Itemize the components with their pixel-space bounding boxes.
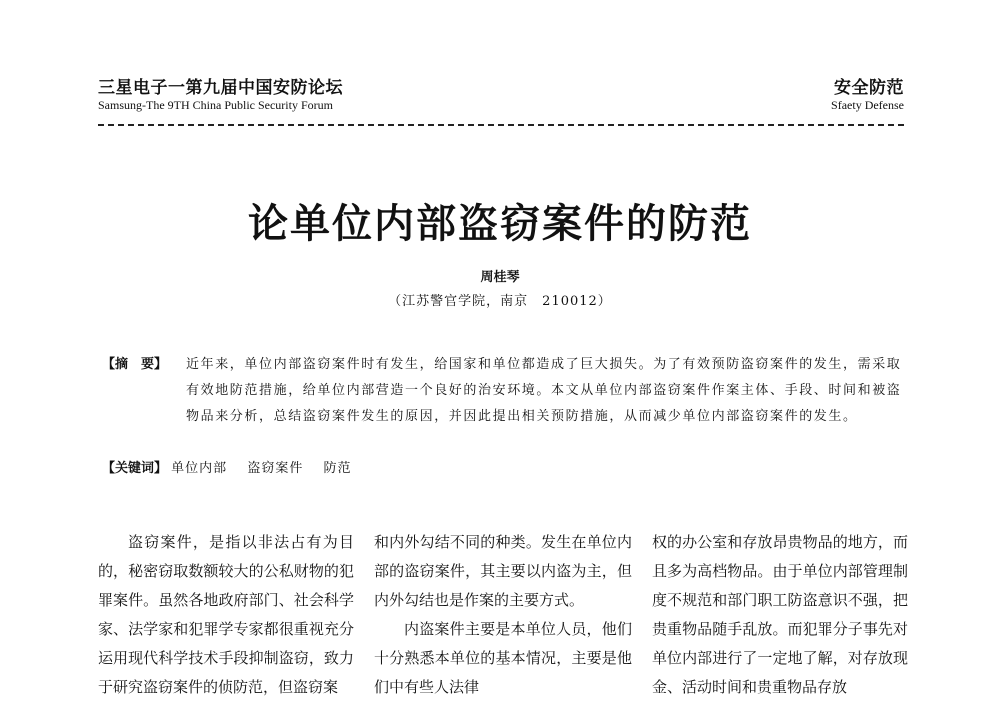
section-title-cn: 安全防范 <box>834 78 904 98</box>
abstract <box>102 352 906 430</box>
body-paragraph: 权的办公室和存放昂贵物品的地方，而且多为高档物品。由于单位内部管理制度不规范和部门职工防盗意识不强，把贵重物品随手乱放。而犯罪分子事先对单位内部进行了一定地了解，对存放现金、活动时间和贵重物品存放 <box>652 533 908 696</box>
author-affiliation: （江苏警官学院，南京 210012） <box>388 294 612 309</box>
author-name: 周桂琴 <box>480 270 520 285</box>
body-paragraph: 内盗案件主要是本单位人员，他们十分熟悉本单位的基本情况，主要是他们中有些人法律 <box>374 620 632 696</box>
paper-title: 论单位内部盗窃案件的防范 <box>248 201 752 247</box>
keywords <box>102 458 367 480</box>
body-column-1 <box>98 528 354 702</box>
section-title-en: Sfaety Defense <box>831 98 904 112</box>
keywords-label: 【关键词】 <box>102 461 168 476</box>
body-paragraph: 和内外勾结不同的种类。发生在单位内部的盗窃案件，其主要以内盗为主，但内外勾结也是作案的主要方式。 <box>374 533 632 609</box>
forum-title-en: Samsung-The 9TH China Public Security Forum <box>98 98 333 112</box>
header-rule <box>98 124 904 128</box>
forum-title-cn: 三星电子一第九届中国安防论坛 <box>98 78 343 98</box>
body-paragraph: 盗窃案件，是指以非法占有为目的，秘密窃取数额较大的公私财物的犯罪案件。虽然各地政府部门、社会科学家、法学家和犯罪学专家都很重视充分运用现代科学技术手段抑制盗窃，致力于研究盗窃案件的侦防范，但盗窃案 <box>98 533 354 696</box>
running-header-right <box>831 78 904 112</box>
abstract-text: 近年来，单位内部盗窃案件时有发生，给国家和单位都造成了巨大损失。为了有效预防盗窃案件的发生，需采取有效地防范措施，给单位内部营造一个良好的治安环境。本文从单位内部盗窃案件作案主体、手段、时间和被盗物品来分析，总结盗窃案件发生的原因，并因此提出相关预防措施，从而减少单位内部盗窃案件的发生。 <box>186 357 902 424</box>
abstract-label: 【摘 要】 <box>102 357 168 372</box>
body-column-3 <box>652 528 908 702</box>
running-header-left <box>98 78 343 112</box>
keyword-item: 防范 <box>323 461 352 476</box>
keyword-item: 单位内部 <box>171 461 228 476</box>
body-column-2 <box>374 528 632 702</box>
keyword-item: 盗窃案件 <box>247 461 304 476</box>
